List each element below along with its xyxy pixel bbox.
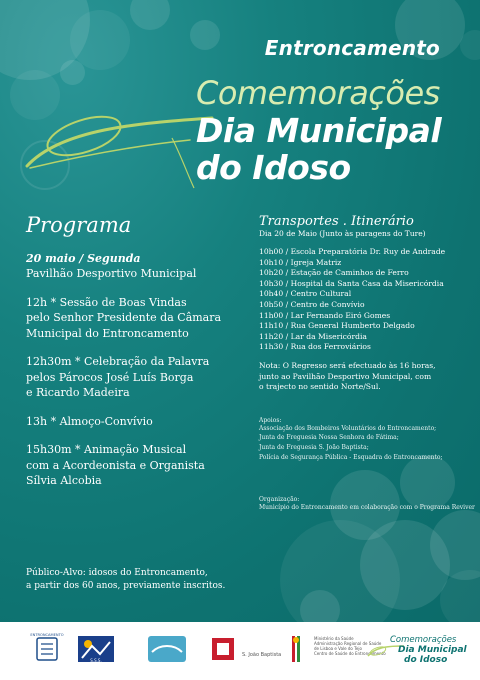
event-line: pelo Senhor Presidente da Câmara [26, 311, 222, 324]
programa-event [26, 295, 250, 342]
entroncamento-logo [26, 632, 68, 666]
itinerary-list [259, 247, 471, 353]
sao-joao-text: S. João Baptista [242, 652, 282, 658]
programa-event [26, 442, 250, 489]
target-audience [26, 567, 225, 593]
swirl-ornament-icon [22, 88, 222, 198]
title-line-1: Comemorações [196, 74, 440, 112]
title-line-3: do Idoso [196, 148, 351, 187]
bubble [130, 0, 170, 30]
itinerary-stop: 10h10 / Igreja Matriz [259, 257, 342, 267]
apoio-item: Associação dos Bombeiros Voluntários do Entroncamento; [259, 424, 437, 432]
event-line: Sílvia Alcobia [26, 474, 102, 487]
itinerary-stop: 10h40 / Centro Cultural [259, 289, 352, 299]
audience-line: a partir dos 60 anos, previamente inscritos. [26, 581, 226, 591]
organizacao-title: Organização: [259, 496, 300, 504]
transportes-section [259, 214, 475, 513]
itinerary-stop: 11h00 / Lar Fernando Eiró Gomes [259, 310, 391, 320]
footer-title-line-2: Dia Municipal [398, 645, 467, 655]
itinerary-stop: 10h00 / Escola Preparatória Dr. Ruy de Andrade [259, 247, 446, 256]
logo-text: S.S.S. [90, 658, 102, 663]
transportes-subtitle: Dia 20 de Maio (Junto às paragens do Ture) [259, 229, 426, 238]
health-ministry-logo [284, 632, 308, 666]
event-line: 12h * Sessão de Boas Vindas [26, 295, 187, 309]
itinerary-stop: 11h30 / Rua dos Ferroviários [259, 342, 371, 352]
event-line: 13h * Almoço-Convívio [26, 414, 153, 428]
apoio-item: Junta de Freguesia S. João Baptista; [259, 443, 369, 451]
event-line: 15h30m * Animação Musical [26, 443, 187, 456]
town-name: Entroncamento [264, 36, 440, 60]
bubble [300, 590, 340, 622]
apoios-title: Apoios: [259, 416, 282, 424]
event-line: Municipal do Entroncamento [26, 326, 189, 340]
programa-date: 20 maio / Segunda [26, 252, 141, 265]
programa-event [26, 354, 250, 401]
itinerary-stop: 11h20 / Lar da Misericórdia [259, 331, 367, 341]
return-note [259, 361, 471, 393]
itinerary-stop: 11h10 / Rua General Humberto Delgado [259, 321, 415, 331]
title-line-2: Dia Municipal [196, 111, 442, 150]
note-line: Nota: O Regresso será efectuado às 16 horas, [259, 360, 436, 370]
footer-title-line-3: do Idoso [404, 655, 448, 665]
footer-title-line-1: Comemorações [390, 635, 457, 645]
event-line: 12h30m * Celebração da Palavra [26, 355, 210, 368]
note-line: o trajecto no sentido Norte/Sul. [259, 382, 381, 392]
event-line: pelos Párocos José Luís Borga [26, 370, 194, 384]
programa-event [26, 414, 250, 430]
sss-logo [76, 632, 116, 666]
note-line: junto ao Pavilhão Desportivo Municipal, com [259, 371, 432, 381]
apoio-item: Junta de Freguesia Nossa Senhora de Fátima; [259, 434, 399, 442]
organizacao-text: Município do Entroncamento em colaboração com o Programa Reviver [259, 504, 475, 512]
itinerary-stop: 10h50 / Centro de Convívio [259, 299, 365, 309]
parish-logo [146, 632, 188, 666]
event-line: com a Acordeonista e Organista [26, 458, 205, 472]
sao-joao-logo [210, 632, 238, 666]
transportes-title: Transportes . Itinerário [259, 214, 414, 229]
programa-section [26, 213, 250, 489]
programa-title: Programa [26, 213, 132, 237]
bubble [460, 30, 480, 60]
apoio-item: Polícia de Segurança Pública - Esquadra do Entroncamento; [259, 453, 443, 461]
footer-logos [0, 622, 480, 680]
health-ministry-text: Ministério da Saúde Administração Regional de Saúde de Lisboa e Vale do Tejo Centro de Saúde do Entroncamento [314, 636, 386, 656]
logo-text: ENTRONCAMENTO [30, 633, 64, 637]
itinerary-stop: 10h20 / Estação de Caminhos de Ferro [259, 268, 409, 278]
programa-venue: Pavilhão Desportivo Municipal [26, 267, 197, 280]
event-line: e Ricardo Madeira [26, 386, 130, 399]
audience-line: Público-Alvo: idosos do Entroncamento, [26, 568, 208, 578]
bubble [190, 20, 220, 50]
bubble [60, 60, 85, 85]
itinerary-stop: 10h30 / Hospital da Santa Casa da Misericórdia [259, 278, 444, 288]
